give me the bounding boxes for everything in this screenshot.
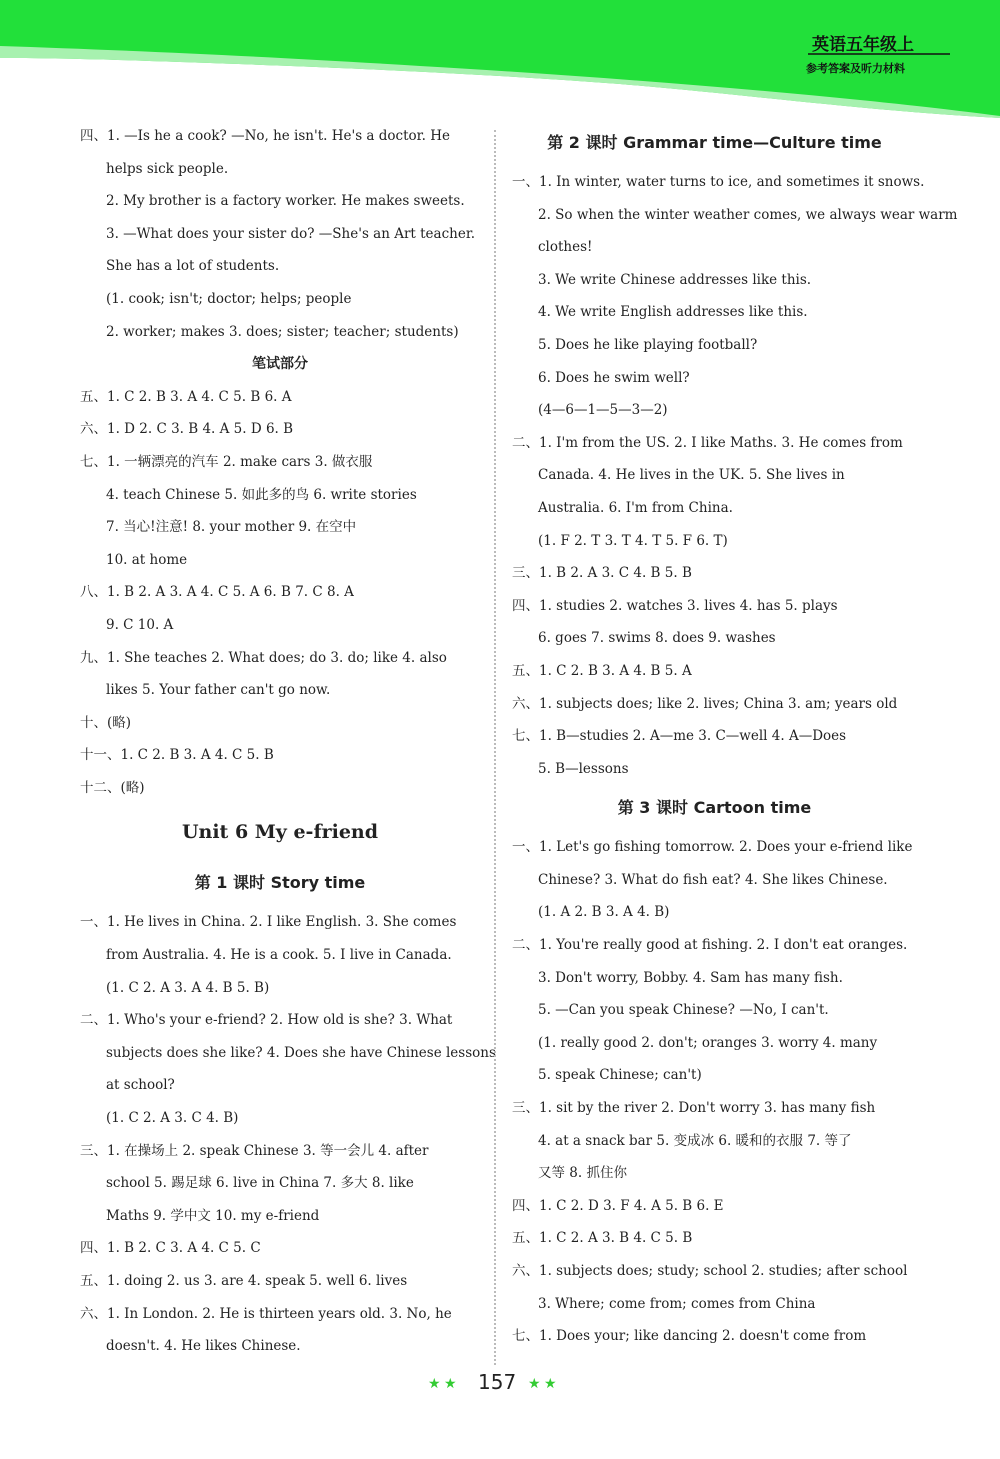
lesson-title: 第 1 课时 Story time — [194, 873, 366, 893]
answer-line: 七、1. Does your; like dancing 2. doesn't come from — [512, 1328, 867, 1345]
answer-line: 九、1. She teaches 2. What does; do 3. do; like 4. also — [80, 649, 447, 666]
answer-line-continued: 2. So when the winter weather comes, we always wear warm — [538, 206, 958, 223]
unit-title: Unit 6 My e-friend — [181, 821, 379, 844]
star-icon: ★ — [528, 1376, 541, 1392]
answer-line: 七、1. 一辆漂亮的汽车 2. make cars 3. 做衣服 — [80, 453, 373, 470]
answer-line-continued: clothes! — [538, 239, 593, 256]
answer-line: 二、1. Who's your e-friend? 2. How old is she? 3. What — [80, 1012, 453, 1029]
answer-line-continued: 4. We write English addresses like this. — [538, 304, 808, 321]
answer-line: 六、1. subjects does; study; school 2. studies; after school — [512, 1263, 908, 1279]
answer-line: 三、1. 在操场上 2. speak Chinese 3. 等一会儿 4. after — [80, 1142, 429, 1159]
answer-line-continued: 5. speak Chinese; can't) — [538, 1067, 702, 1084]
answer-line-continued: 3. We write Chinese addresses like this. — [538, 271, 812, 288]
answer-line: 一、1. Let's go fishing tomorrow. 2. Does your e-friend like — [512, 839, 913, 856]
answer-line: 四、1. B 2. C 3. A 4. C 5. C — [80, 1240, 261, 1257]
answer-line-continued: 2. My brother is a factory worker. He makes sweets. — [106, 193, 465, 210]
answer-line-continued: 6. Does he swim well? — [538, 369, 690, 386]
answer-line-continued: 2. worker; makes 3. does; sister; teacher; students) — [106, 323, 459, 340]
answer-line-continued: Australia. 6. I'm from China. — [538, 499, 733, 516]
answer-line: 八、1. B 2. A 3. A 4. C 5. A 6. B 7. C 8. A — [80, 584, 354, 601]
answer-line-continued: 3. —What does your sister do? —She's an Art teacher. — [106, 225, 476, 242]
answer-line-continued: 4. teach Chinese 5. 如此多的鸟 6. write stories — [106, 486, 417, 503]
star-icon: ★ — [544, 1376, 557, 1392]
answer-line-continued: subjects does she like? 4. Does she have Chinese lessons — [106, 1044, 496, 1061]
left-column — [80, 120, 496, 1363]
answer-line: 一、1. He lives in China. 2. I like English. 3. She comes — [80, 914, 457, 931]
column-divider — [494, 130, 496, 1365]
header-title: 英语五年级上 — [812, 35, 914, 55]
answer-line-continued: 6. goes 7. swims 8. does 9. washes — [538, 630, 776, 647]
answer-line-continued: 5. Does he like playing football? — [538, 336, 758, 353]
answer-line-continued: school 5. 踢足球 6. live in China 7. 多大 8. like — [106, 1175, 414, 1192]
answer-line: 五、1. doing 2. us 3. are 4. speak 5. well 6. lives — [80, 1273, 408, 1289]
answer-line-continued: (1. F 2. T 3. T 4. T 5. F 6. T) — [538, 532, 728, 549]
answer-line: 十、(略) — [80, 714, 132, 731]
answer-line-continued: at school? — [106, 1077, 175, 1094]
star-icon: ★ — [428, 1376, 441, 1392]
answer-line: 四、1. studies 2. watches 3. lives 4. has 5. plays — [512, 597, 838, 614]
answer-line: 六、1. D 2. C 3. B 4. A 5. D 6. B — [80, 421, 294, 438]
answer-line-continued: Maths 9. 学中文 10. my e-friend — [106, 1207, 320, 1224]
answer-line-continued: 5. —Can you speak Chinese? —No, I can't. — [538, 1002, 829, 1019]
answer-line: 五、1. C 2. A 3. B 4. C 5. B — [512, 1230, 693, 1247]
answer-line: 六、1. In London. 2. He is thirteen years old. 3. No, he — [80, 1305, 452, 1322]
answer-line-continued: (1. C 2. A 3. A 4. B 5. B) — [106, 979, 270, 996]
answer-line: 四、1. —Is he a cook? —No, he isn't. He's a doctor. He — [80, 128, 450, 144]
answer-line: 七、1. B—studies 2. A—me 3. C—well 4. A—Does — [512, 728, 847, 745]
answer-line-continued: (1. A 2. B 3. A 4. B) — [538, 904, 670, 921]
answer-line: 十二、(略) — [80, 779, 145, 796]
answer-line-continued: Chinese? 3. What do fish eat? 4. She likes Chinese. — [538, 871, 888, 888]
header-subtitle: 参考答案及听力材料 — [806, 62, 905, 75]
lesson-title: 第 3 课时 Cartoon time — [617, 798, 812, 818]
answer-line: 五、1. C 2. B 3. A 4. C 5. B 6. A — [80, 388, 292, 405]
answer-line: 三、1. B 2. A 3. C 4. B 5. B — [512, 565, 692, 582]
page-number: 157 — [478, 1370, 517, 1394]
answer-line: 五、1. C 2. B 3. A 4. B 5. A — [512, 662, 692, 679]
section-heading: 笔试部分 — [252, 356, 308, 373]
answer-line-continued: 9. C 10. A — [106, 616, 174, 633]
answer-line-continued: doesn't. 4. He likes Chinese. — [106, 1338, 301, 1355]
answer-line-continued: 3. Where; come from; comes from China — [538, 1295, 816, 1312]
answer-line-continued: helps sick people. — [106, 160, 229, 177]
answer-line-continued: (1. really good 2. don't; oranges 3. worry 4. many — [538, 1034, 878, 1051]
answer-line: 二、1. You're really good at fishing. 2. I don't eat oranges. — [512, 937, 908, 954]
answer-line-continued: 3. Don't worry, Bobby. 4. Sam has many fish. — [538, 969, 843, 986]
lesson-title: 第 2 课时 Grammar time—Culture time — [547, 133, 882, 152]
answer-line-continued: She has a lot of students. — [106, 258, 280, 275]
answer-line: 六、1. subjects does; like 2. lives; China 3. am; years old — [512, 695, 898, 712]
answer-line-continued: likes 5. Your father can't go now. — [106, 682, 331, 699]
right-column — [512, 120, 958, 1353]
answer-line-continued: (1. C 2. A 3. C 4. B) — [106, 1110, 239, 1127]
answer-line-continued: 又等 8. 抓住你 — [538, 1165, 627, 1182]
answer-line: 一、1. In winter, water turns to ice, and sometimes it snows. — [512, 174, 925, 190]
answer-line: 三、1. sit by the river 2. Don't worry 3. has many fish — [512, 1100, 876, 1117]
answer-line: 四、1. C 2. D 3. F 4. A 5. B 6. E — [512, 1197, 724, 1214]
star-icon: ★ — [444, 1376, 457, 1392]
answer-line: 二、1. I'm from the US. 2. I like Maths. 3. He comes from — [512, 434, 903, 451]
answer-line-continued: 7. 当心!注意! 8. your mother 9. 在空中 — [106, 519, 357, 536]
answer-line-continued: Canada. 4. He lives in the UK. 5. She lives in — [538, 467, 845, 484]
answer-line: 十一、1. C 2. B 3. A 4. C 5. B — [80, 747, 274, 764]
answer-line-continued: 4. at a snack bar 5. 变成冰 6. 暖和的衣服 7. 等了 — [538, 1132, 852, 1149]
answer-line-continued: 5. B—lessons — [538, 760, 629, 777]
answer-line-continued: (4—6—1—5—3—2) — [538, 402, 668, 419]
answer-line-continued: (1. cook; isn't; doctor; helps; people — [106, 290, 352, 307]
answer-line-continued: from Australia. 4. He is a cook. 5. I live in Canada. — [106, 947, 452, 964]
answer-line-continued: 10. at home — [106, 551, 188, 568]
